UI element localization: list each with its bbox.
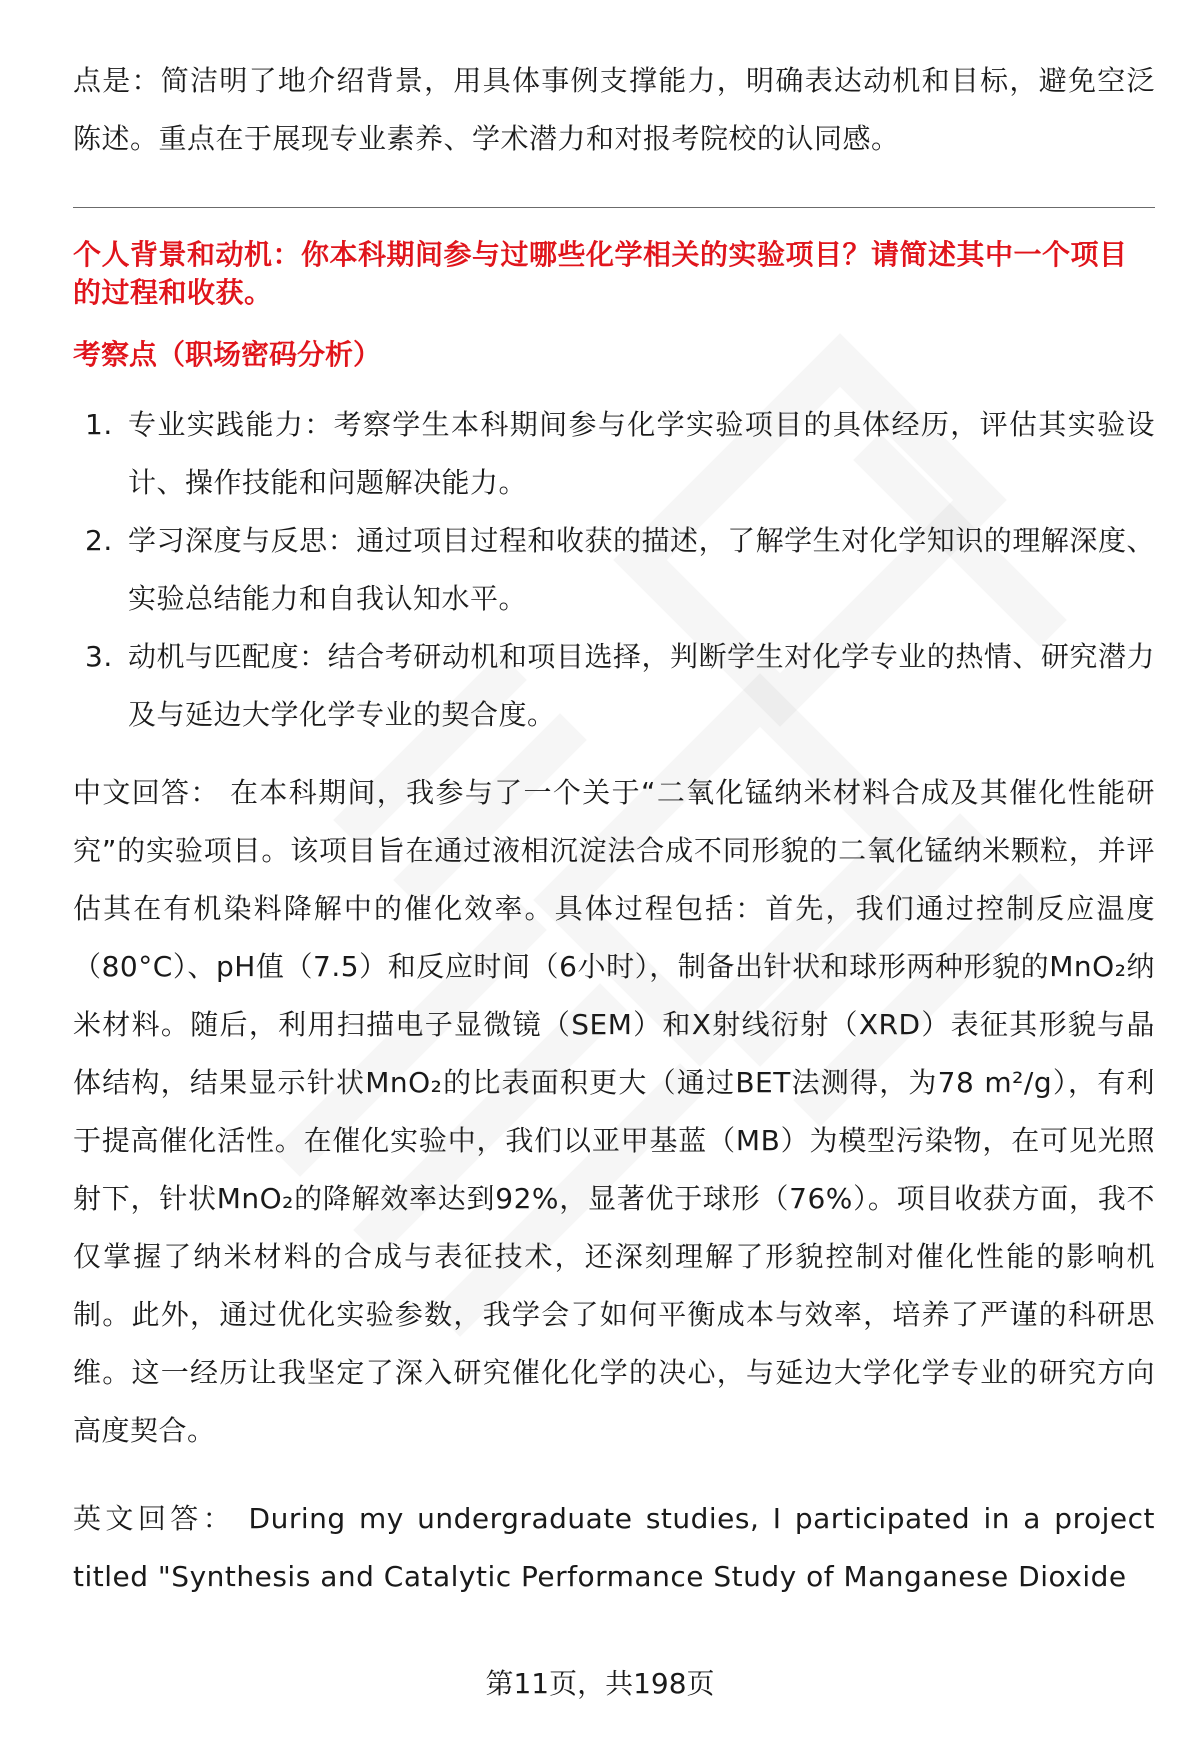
list-item-text: 专业实践能力：考察学生本科期间参与化学实验项目的具体经历，评估其实验设计、操作技能和问题解决能力。	[128, 408, 1155, 499]
assessment-points-list	[73, 396, 1155, 744]
list-item-text: 学习深度与反思：通过项目过程和收获的描述，了解学生对化学知识的理解深度、实验总结能力和自我认知水平。	[128, 524, 1155, 615]
list-item-number: 3.	[85, 640, 113, 673]
page-content	[73, 52, 1155, 1606]
list-item-text: 动机与匹配度：结合考研动机和项目选择，判断学生对化学专业的热情、研究潜力及与延边大学化学专业的契合度。	[128, 640, 1155, 731]
list-item	[73, 396, 1155, 512]
list-item-number: 1.	[85, 408, 113, 441]
list-item-number: 2.	[85, 524, 113, 557]
list-item	[73, 628, 1155, 744]
page-number-footer: 第11页，共198页	[485, 1667, 715, 1700]
intro-paragraph: 点是：简洁明了地介绍背景，用具体事例支撑能力，明确表达动机和目标，避免空泛陈述。重点在于展现专业素养、学术潜力和对报考院校的认同感。	[73, 64, 1155, 155]
section-divider	[73, 207, 1155, 208]
question-subtitle: 考察点（职场密码分析）	[73, 338, 382, 371]
chinese-answer-paragraph: 中文回答： 在本科期间，我参与了一个关于“二氧化锰纳米材料合成及其催化性能研究”的实验项目。该项目旨在通过液相沉淀法合成不同形貌的二氧化锰纳米颗粒，并评估其在有机染料降解中的催化效率。具体过程包括：首先，我们通过控制反应温度（80°C）、pH值（7.5）和反应时间（6小时），制备出针状和球形两种形貌的MnO₂纳米材料。随后，利用扫描电子显微镜（SEM）和X射线衍射（XRD）表征其形貌与晶体结构，结果显示针状MnO₂的比表面积更大（通过BET法测得，为78 m²/g），有利于提高催化活性。在催化实验中，我们以亚甲基蓝（MB）为模型污染物，在可见光照射下，针状MnO₂的降解效率达到92%，显著优于球形（76%）。项目收获方面，我不仅掌握了纳米材料的合成与表征技术，还深刻理解了形貌控制对催化性能的影响机制。此外，通过优化实验参数，我学会了如何平衡成本与效率，培养了严谨的科研思维。这一经历让我坚定了深入研究催化化学的决心，与延边大学化学专业的研究方向高度契合。	[73, 776, 1155, 1447]
list-item	[73, 512, 1155, 628]
question-title: 个人背景和动机：你本科期间参与过哪些化学相关的实验项目？请简述其中一个项目的过程和收获。	[73, 238, 1128, 309]
english-answer-paragraph: 英文回答： During my undergraduate studies, I participated in a project titled "Synthesis and Catalytic Performance Study of Manganese Dioxide	[73, 1502, 1155, 1593]
